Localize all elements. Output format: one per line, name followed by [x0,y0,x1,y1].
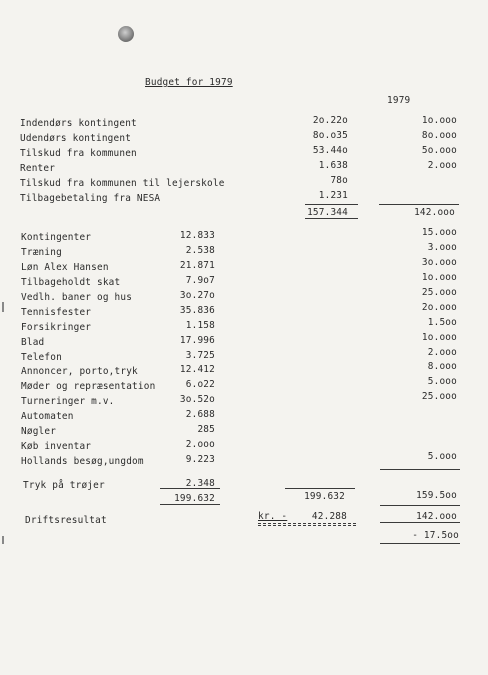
punch-hole [118,26,134,42]
income-actual-underline [305,204,358,205]
expense-row-label: Nøgler [21,426,57,437]
expense-row-detail: 285 [197,424,215,435]
income-row-budget: 8o.ooo [421,130,457,141]
expense-row-label: Blad [21,337,45,348]
expense-row-label: Automaten [21,411,74,422]
result-budget-line [380,522,460,523]
income-row-label: Tilskud fra kommunen til lejerskole [20,178,225,189]
expense-row-detail: 3.725 [185,350,215,361]
result-actual: 42.288 [311,511,347,522]
expense-row-budget: 3.ooo [427,242,457,253]
result-label: Driftsresultat [25,515,107,526]
income-row-label: Tilbagebetaling fra NESA [20,193,161,204]
expense-row-detail: 1.158 [185,320,215,331]
expense-total-actual: 199.632 [304,491,345,502]
expense-total-detail: 199.632 [174,493,215,504]
expense-total-budget: 159.5oo [416,490,457,501]
expense-row-label: Køb inventar [21,441,92,452]
expense-row-label: Vedlh. baner og hus [21,292,133,303]
expense-row-detail: 12.833 [179,230,215,241]
expense-row-label: Forsikringer [21,322,92,333]
expense-row-detail: 9.223 [185,454,215,465]
income-total-actual: 157.344 [307,207,348,218]
income-row-actual: 1.231 [318,190,348,201]
tryk-label: Tryk på trøjer [23,480,105,491]
expense-row-budget: 3o.ooo [421,257,457,268]
income-row-label: Udendørs kontingent [20,133,132,144]
income-row-actual: 8o.o35 [312,130,348,141]
detail-subtotal-line [160,488,220,489]
result-double-line-2 [258,525,356,526]
expense-row-detail: 17.996 [179,335,215,346]
expense-row-detail: 3o.27o [179,290,215,301]
actual-subtotal-line [285,488,355,489]
expense-row-label: Hollands besøg,ungdom [21,456,144,467]
result-budget: 142.ooo [416,511,457,522]
budget-total-line [380,505,460,506]
expense-row-budget: 1.5oo [427,317,457,328]
expense-row-label: Møder og repræsentation [21,381,156,392]
expense-row-budget: 25.ooo [421,391,457,402]
income-row-actual: 2o.22o [312,115,348,126]
expense-row-detail: 2.688 [185,409,215,420]
income-row-label: Tilskud fra kommunen [20,148,137,159]
margin-mark [2,536,4,544]
detail-total-line [160,504,220,505]
expense-row-label: Tennisfester [21,307,92,318]
income-row-label: Indendørs kontingent [20,118,137,129]
expense-row-detail: 7.9o7 [185,275,215,286]
result-difference: - 17.5oo [412,530,459,541]
result-currency: kr. - [258,511,288,522]
expense-row-label: Turneringer m.v. [21,396,115,407]
expense-row-budget: 5.ooo [427,376,457,387]
income-row-label: Renter [20,163,56,174]
income-row-actual: 1.638 [318,160,348,171]
expense-row-label: Telefon [21,352,62,363]
expense-row-label: Kontingenter [21,232,92,243]
expense-row-detail: 2.ooo [185,439,215,450]
expense-row-budget: 5.ooo [427,451,457,462]
income-budget-underline [379,204,459,205]
expense-row-detail: 2.538 [185,245,215,256]
expense-row-budget: 8.ooo [427,361,457,372]
result-difference-line [380,543,460,544]
income-row-budget: 5o.ooo [421,145,457,156]
expense-row-label: Løn Alex Hansen [21,262,109,273]
expense-row-label: Tilbageholdt skat [21,277,121,288]
expense-row-budget: 2o.ooo [421,302,457,313]
income-row-actual: 53.44o [312,145,348,156]
income-total-budget: 142.ooo [414,207,455,218]
result-double-line-1 [258,523,356,524]
expense-row-budget: 1o.ooo [421,332,457,343]
expense-row-budget: 25.ooo [421,287,457,298]
expense-row-detail: 21.871 [179,260,215,271]
year-header: 1979 [387,95,411,106]
income-row-actual: 78o [330,175,348,186]
income-row-budget: 1o.ooo [421,115,457,126]
expense-row-detail: 3o.52o [179,394,215,405]
expense-row-budget: 15.ooo [421,227,457,238]
margin-mark [2,302,4,312]
expense-row-detail: 6.o22 [185,379,215,390]
income-row-budget: 2.ooo [427,160,457,171]
income-total-line [305,218,358,219]
expense-budget-top-line [380,469,460,470]
expense-row-detail: 12.412 [179,364,215,375]
expense-row-label: Annoncer, porto,tryk [21,366,138,377]
expense-row-budget: 1o.ooo [421,272,457,283]
expense-row-detail: 35.836 [179,305,215,316]
expense-row-budget: 2.ooo [427,347,457,358]
expense-row-label: Træning [21,247,62,258]
document-title: Budget for 1979 [145,77,233,88]
tryk-detail: 2.348 [185,478,215,489]
